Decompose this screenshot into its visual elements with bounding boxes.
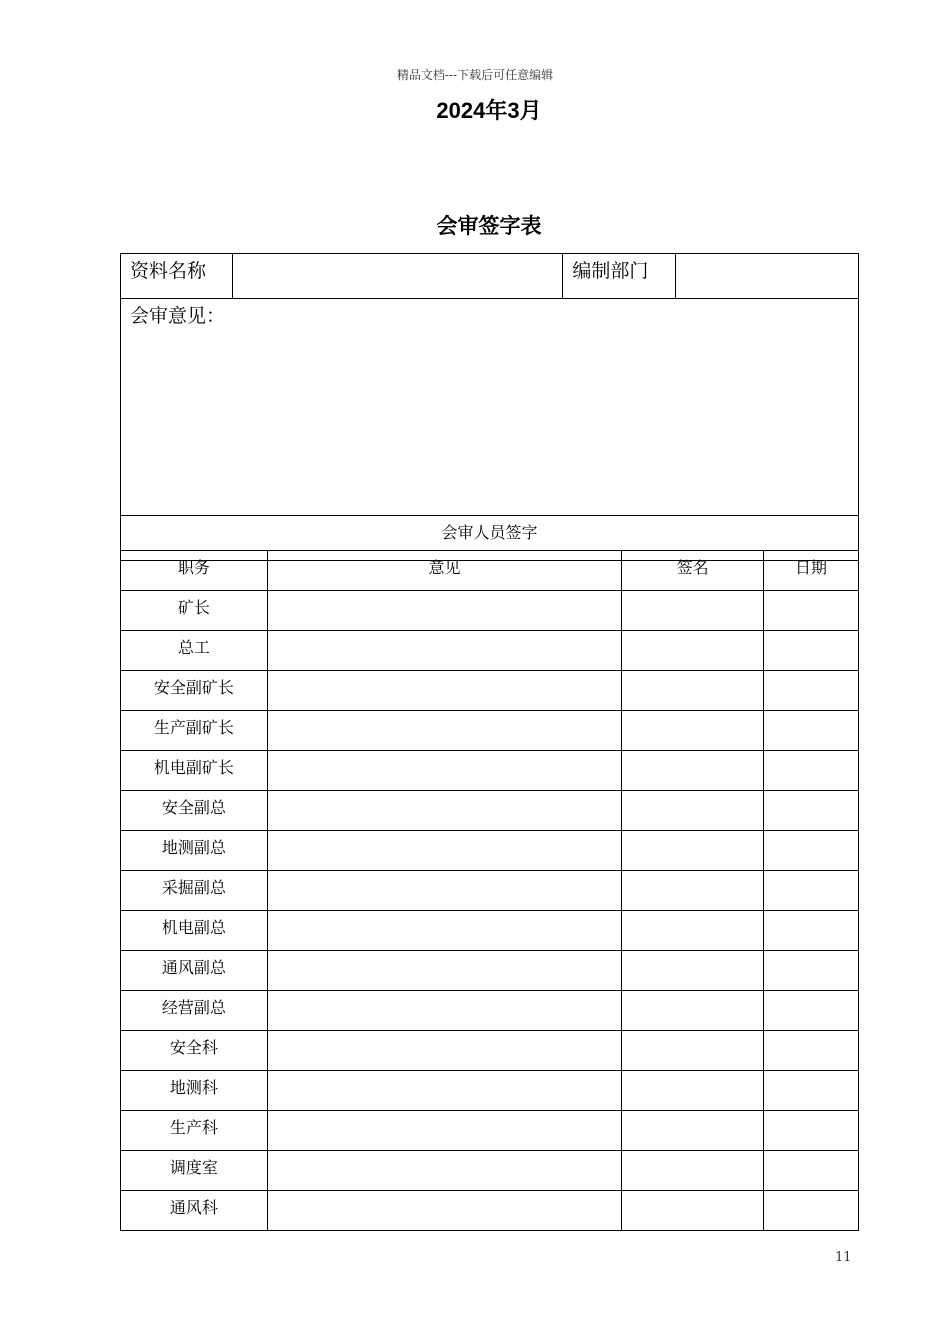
date-cell[interactable] bbox=[764, 791, 859, 831]
material-name-cell[interactable] bbox=[232, 254, 563, 299]
opinion-cell[interactable] bbox=[267, 1151, 621, 1191]
date-cell[interactable] bbox=[764, 1031, 859, 1071]
table-row bbox=[121, 671, 859, 711]
date-cell[interactable] bbox=[764, 711, 859, 751]
opinion-cell[interactable] bbox=[267, 831, 621, 871]
position-cell: 经营副总 bbox=[121, 991, 268, 1031]
opinion-cell[interactable] bbox=[267, 751, 621, 791]
opinion-cell[interactable] bbox=[267, 1071, 621, 1111]
opinion-cell[interactable] bbox=[267, 1111, 621, 1151]
opinion-cell[interactable] bbox=[267, 1031, 621, 1071]
opinion-cell[interactable] bbox=[267, 991, 621, 1031]
table-row bbox=[121, 951, 859, 991]
opinion-label: 会审意见： bbox=[130, 305, 226, 327]
position-cell: 机电副总 bbox=[121, 911, 268, 951]
signature-cell[interactable] bbox=[622, 751, 764, 791]
date-title: 2024年3月 bbox=[436, 98, 542, 123]
signature-table bbox=[120, 550, 859, 1231]
header-note: 精品文档---下载后可任意编辑 bbox=[396, 68, 554, 82]
signature-cell[interactable] bbox=[622, 911, 764, 951]
table-row bbox=[121, 1151, 859, 1191]
opinion-cell[interactable] bbox=[121, 299, 859, 516]
date-cell[interactable] bbox=[764, 1071, 859, 1111]
position-cell: 生产科 bbox=[121, 1111, 268, 1151]
date-cell[interactable] bbox=[764, 631, 859, 671]
position-cell: 机电副矿长 bbox=[121, 751, 268, 791]
table-row bbox=[121, 1071, 859, 1111]
date-cell[interactable] bbox=[764, 871, 859, 911]
position-cell: 采掘副总 bbox=[121, 871, 268, 911]
opinion-cell[interactable] bbox=[267, 631, 621, 671]
form-title: 会审签字表 bbox=[436, 214, 542, 238]
position-cell: 安全副矿长 bbox=[121, 671, 268, 711]
date-cell[interactable] bbox=[764, 751, 859, 791]
opinion-cell[interactable] bbox=[267, 711, 621, 751]
table-row bbox=[121, 1191, 859, 1231]
dept-cell[interactable] bbox=[676, 254, 859, 299]
table-row bbox=[121, 751, 859, 791]
material-name-label: 资料名称 bbox=[121, 254, 233, 299]
date-cell[interactable] bbox=[764, 831, 859, 871]
signature-cell[interactable] bbox=[622, 1151, 764, 1191]
table-row bbox=[121, 1031, 859, 1071]
opinion-cell[interactable] bbox=[267, 671, 621, 711]
signature-cell[interactable] bbox=[622, 671, 764, 711]
opinion-cell[interactable] bbox=[267, 911, 621, 951]
signature-cell[interactable] bbox=[622, 991, 764, 1031]
table-row bbox=[121, 711, 859, 751]
review-info-table bbox=[120, 253, 859, 561]
position-cell: 地测副总 bbox=[121, 831, 268, 871]
dept-label: 编制部门 bbox=[563, 254, 676, 299]
position-cell: 总工 bbox=[121, 631, 268, 671]
date-cell[interactable] bbox=[764, 1111, 859, 1151]
date-cell[interactable] bbox=[764, 991, 859, 1031]
date-cell[interactable] bbox=[764, 671, 859, 711]
date-cell[interactable] bbox=[764, 1191, 859, 1231]
position-cell: 调度室 bbox=[121, 1151, 268, 1191]
table-row bbox=[121, 991, 859, 1031]
signature-cell[interactable] bbox=[622, 1071, 764, 1111]
table-row bbox=[121, 831, 859, 871]
table-header-row bbox=[121, 551, 859, 591]
position-cell: 通风科 bbox=[121, 1191, 268, 1231]
signers-section-label: 会审人员签字 bbox=[121, 516, 859, 561]
position-cell: 生产副矿长 bbox=[121, 711, 268, 751]
position-cell: 安全副总 bbox=[121, 791, 268, 831]
signature-cell[interactable] bbox=[622, 1031, 764, 1071]
date-cell[interactable] bbox=[764, 591, 859, 631]
column-header: 签名 bbox=[622, 551, 764, 591]
table-row bbox=[121, 791, 859, 831]
column-header: 日期 bbox=[764, 551, 859, 591]
opinion-cell[interactable] bbox=[267, 791, 621, 831]
signature-cell[interactable] bbox=[622, 871, 764, 911]
position-cell: 矿长 bbox=[121, 591, 268, 631]
signature-cell[interactable] bbox=[622, 1191, 764, 1231]
table-row bbox=[121, 591, 859, 631]
table-row bbox=[121, 631, 859, 671]
signature-cell[interactable] bbox=[622, 831, 764, 871]
signature-cell[interactable] bbox=[622, 711, 764, 751]
table-row bbox=[121, 911, 859, 951]
opinion-cell[interactable] bbox=[267, 1191, 621, 1231]
signature-cell[interactable] bbox=[622, 1111, 764, 1151]
opinion-cell[interactable] bbox=[267, 871, 621, 911]
date-cell[interactable] bbox=[764, 911, 859, 951]
page-number: 11 bbox=[835, 1250, 852, 1265]
signature-cell[interactable] bbox=[622, 951, 764, 991]
table-row bbox=[121, 1111, 859, 1151]
position-cell: 地测科 bbox=[121, 1071, 268, 1111]
table-row bbox=[121, 871, 859, 911]
signature-cell[interactable] bbox=[622, 591, 764, 631]
opinion-cell[interactable] bbox=[267, 951, 621, 991]
date-cell[interactable] bbox=[764, 1151, 859, 1191]
signature-cell[interactable] bbox=[622, 631, 764, 671]
date-cell[interactable] bbox=[764, 951, 859, 991]
column-header: 职务 bbox=[121, 551, 268, 591]
position-cell: 安全科 bbox=[121, 1031, 268, 1071]
opinion-cell[interactable] bbox=[267, 591, 621, 631]
signature-cell[interactable] bbox=[622, 791, 764, 831]
position-cell: 通风副总 bbox=[121, 951, 268, 991]
column-header: 意见 bbox=[267, 551, 621, 591]
